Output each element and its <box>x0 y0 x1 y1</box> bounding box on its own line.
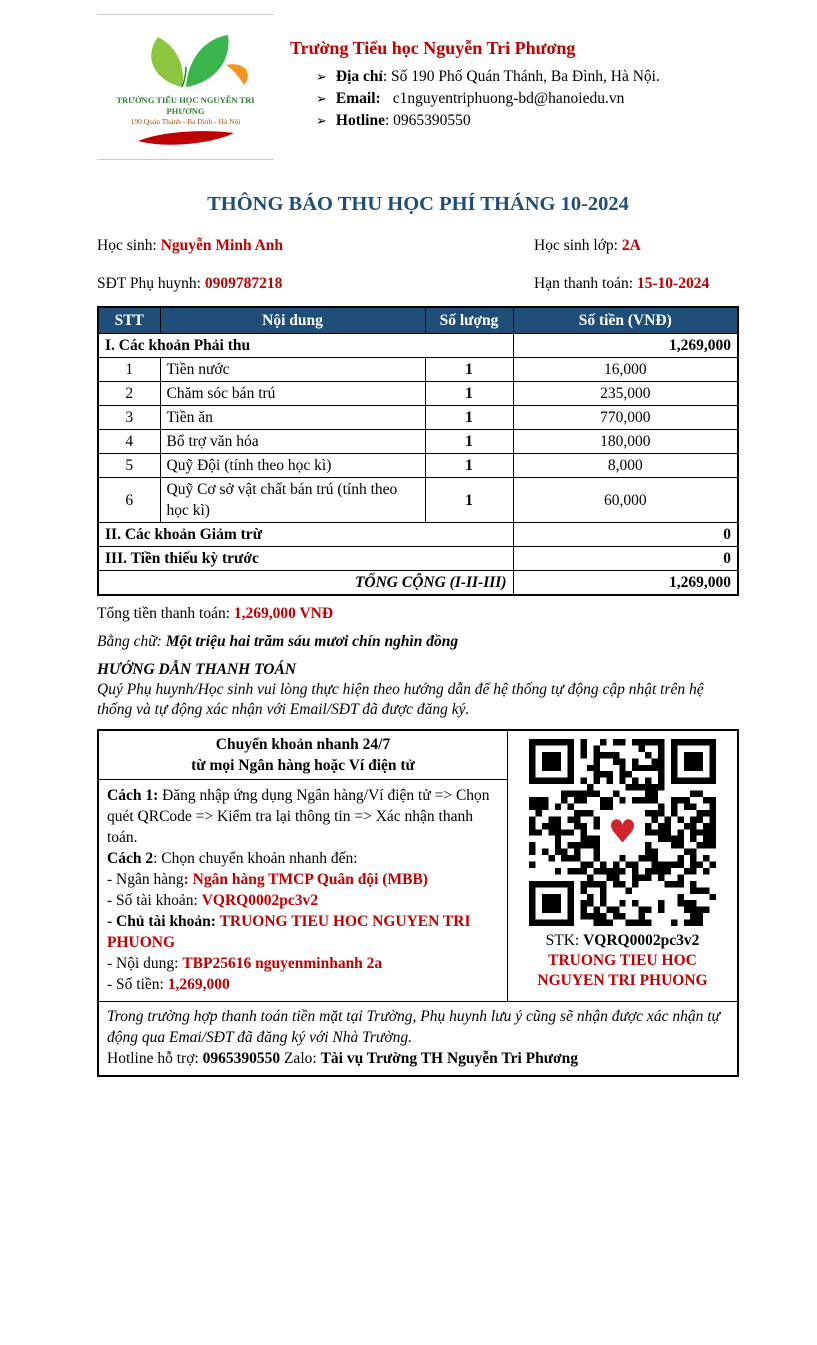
table-row <box>98 478 738 523</box>
qr-code <box>529 739 716 926</box>
address-line <box>290 66 660 88</box>
method1-line <box>107 785 499 848</box>
account-number-label: - Số tài khoản: <box>107 892 202 909</box>
transfer-box-title <box>99 731 507 780</box>
amount-in-words-label: Bằng chữ: <box>97 633 166 650</box>
account-holder-label: - Chủ tài khoản: <box>107 913 220 930</box>
transfer-methods <box>99 780 507 1001</box>
total-payment-line <box>97 603 739 624</box>
total-amount: 1,269,000 <box>513 571 738 596</box>
arrow-bullet-icon: ➢ <box>316 91 327 106</box>
account-holder-line <box>107 911 499 953</box>
student-name-label: Học sinh: <box>97 237 161 254</box>
student-class-line <box>534 235 739 256</box>
qr-holder-line1: TRUONG TIEU HOC <box>548 952 697 969</box>
transfer-amount-value: 1,269,000 <box>167 976 230 993</box>
account-number-value: VQRQ0002pc3v2 <box>201 892 318 909</box>
transfer-content-label: - Nội dung: <box>107 955 183 972</box>
section-deduction-label: II. Các khoản Giảm trừ <box>98 523 513 547</box>
item-qty: 1 <box>425 454 513 478</box>
due-date-line <box>534 273 739 294</box>
transfer-content-value: TBP25616 nguyenminhanh 2a <box>182 955 383 972</box>
cash-note-text: Trong trường hợp thanh toán tiền mặt tại Trường, Phụ huynh lưu ý cũng sẽ nhận được xác nhận tự động qua Emai/SĐT đã đăng ký với Nhà Trường. <box>107 1008 720 1046</box>
table-row <box>98 454 738 478</box>
hotline-label: Hotline <box>335 112 385 129</box>
item-stt: 5 <box>98 454 160 478</box>
item-amount: 235,000 <box>513 382 738 406</box>
arrow-bullet-icon: ➢ <box>316 113 327 128</box>
method1-label: Cách 1: <box>107 787 159 804</box>
item-name: Tiền ăn <box>160 406 425 430</box>
support-hotline-label: Hotline hỗ trợ: <box>107 1050 203 1067</box>
logo-swoosh-icon <box>134 129 238 149</box>
zalo-label: Zalo: <box>280 1050 321 1067</box>
item-amount: 60,000 <box>513 478 738 523</box>
account-holder-value: TRUONG TIEU HOC NGUYEN TRI PHUONG <box>107 913 471 951</box>
parent-phone-value: 0909787218 <box>204 275 283 292</box>
method2-line <box>107 848 499 869</box>
header-noi-dung: Nội dung <box>160 307 425 334</box>
parent-phone-line <box>97 273 502 294</box>
cash-payment-note <box>99 1001 737 1075</box>
item-stt: 6 <box>98 478 160 523</box>
document-header <box>97 14 739 160</box>
stk-value: VQRQ0002pc3v2 <box>583 932 700 949</box>
item-name: Bổ trợ văn hóa <box>160 430 425 454</box>
section-previous-debt-amount: 0 <box>513 547 738 571</box>
item-stt: 4 <box>98 430 160 454</box>
logo-school-name: TRƯỜNG TIỂU HỌC NGUYỄN TRI PHƯƠNG <box>116 95 255 116</box>
school-logo <box>97 14 274 160</box>
transfer-title-line2: từ mọi Ngân hàng hoặc Ví điện tử <box>191 757 415 774</box>
school-contact-block <box>290 14 660 132</box>
qr-holder-line2: NGUYEN TRI PHUONG <box>537 972 708 989</box>
section-row-payable <box>98 334 738 358</box>
account-number-line <box>107 890 499 911</box>
transfer-title-line1: Chuyển khoản nhanh 24/7 <box>215 736 391 753</box>
arrow-bullet-icon: ➢ <box>316 69 327 84</box>
hotline-line <box>290 110 660 132</box>
school-name: Trường Tiểu học Nguyễn Tri Phương <box>290 38 576 58</box>
transfer-content-line <box>107 953 499 974</box>
qr-holder-name <box>512 951 733 991</box>
section-payable-amount: 1,269,000 <box>513 334 738 358</box>
item-qty: 1 <box>425 478 513 523</box>
method2-label: Cách 2 <box>107 850 154 867</box>
header-so-tien: Số tiền (VNĐ) <box>513 307 738 334</box>
item-amount: 180,000 <box>513 430 738 454</box>
item-qty: 1 <box>425 430 513 454</box>
item-name: Chăm sóc bán trú <box>160 382 425 406</box>
bank-line <box>107 869 499 890</box>
fee-table <box>97 306 739 596</box>
section-row-previous-debt <box>98 547 738 571</box>
fee-table-header-row <box>98 307 738 334</box>
table-row <box>98 430 738 454</box>
page-title: THÔNG BÁO THU HỌC PHÍ THÁNG 10-2024 <box>207 193 629 215</box>
item-name: Quỹ Đội (tính theo học kì) <box>160 454 425 478</box>
hotline-value: : 0965390550 <box>385 112 471 129</box>
transfer-amount-label: - Số tiền: <box>107 976 168 993</box>
section-payable-label: I. Các khoản Phải thu <box>98 334 513 358</box>
item-name: Tiền nước <box>160 358 425 382</box>
item-stt: 3 <box>98 406 160 430</box>
stk-line <box>512 930 733 951</box>
item-amount: 16,000 <box>513 358 738 382</box>
item-amount: 770,000 <box>513 406 738 430</box>
transfer-amount-line <box>107 974 499 995</box>
payment-guide-text: Quý Phụ huynh/Học sinh vui lòng thực hiện theo hướng dẫn để hệ thống tự động cập nhật trên hệ thống và tự động xác nhận với Email/SĐT đã được đăng ký. <box>97 681 704 718</box>
parent-phone-label: SĐT Phụ huynh: <box>97 275 205 292</box>
due-date-label: Hạn thanh toán: <box>534 275 637 292</box>
amount-in-words-value: Một triệu hai trăm sáu mươi chín nghìn đồng <box>165 633 459 650</box>
item-qty: 1 <box>425 358 513 382</box>
logo-school-address: 190 Quán Thánh - Ba Đình - Hà Nội <box>130 117 241 126</box>
total-row <box>98 571 738 596</box>
payment-box <box>97 729 739 1077</box>
amount-in-words-line <box>97 631 739 652</box>
item-amount: 8,000 <box>513 454 738 478</box>
method1-text: Đăng nhập ứng dụng Ngân hàng/Ví điện tử => Chọn quét QRCode => Kiểm tra lại thông tin => Xác nhận thanh toán. <box>107 787 490 846</box>
item-stt: 2 <box>98 382 160 406</box>
section-deduction-amount: 0 <box>513 523 738 547</box>
stk-label: STK: <box>545 932 584 949</box>
support-hotline-value: 0965390550 <box>202 1050 281 1067</box>
header-so-luong: Số lượng <box>425 307 513 334</box>
student-name-value: Nguyễn Minh Anh <box>160 237 284 254</box>
total-payment-label: Tổng tiền thanh toán: <box>97 605 234 622</box>
student-class-value: 2A <box>621 237 641 254</box>
email-label: Email: <box>335 90 381 107</box>
due-date-value: 15-10-2024 <box>636 275 710 292</box>
section-previous-debt-label: III. Tiền thiếu kỳ trước <box>98 547 513 571</box>
item-qty: 1 <box>425 406 513 430</box>
total-label: TỔNG CỘNG (I-II-III) <box>98 571 513 596</box>
table-row <box>98 382 738 406</box>
zalo-value: Tài vụ Trường TH Nguyễn Tri Phương <box>320 1050 578 1067</box>
email-line <box>290 88 660 110</box>
total-payment-value: 1,269,000 VNĐ <box>233 605 334 622</box>
item-stt: 1 <box>98 358 160 382</box>
qr-panel <box>508 731 737 1001</box>
student-class-label: Học sinh lớp: <box>534 237 622 254</box>
header-stt: STT <box>98 307 160 334</box>
bank-label: - Ngân hàng <box>107 871 184 888</box>
support-hotline-line <box>107 1048 729 1069</box>
leaves-logo-icon <box>116 27 256 95</box>
qr-heart-icon: ♥ <box>608 812 637 851</box>
email-value: c1nguyentriphuong-bd@hanoiedu.vn <box>392 90 625 107</box>
item-name: Quỹ Cơ sở vật chất bán trú (tính theo học kì) <box>160 478 425 523</box>
table-row <box>98 358 738 382</box>
student-info <box>97 235 739 294</box>
student-name-line <box>97 235 502 256</box>
address-label: Địa chỉ <box>335 68 383 85</box>
table-row <box>98 406 738 430</box>
address-value: : Số 190 Phố Quán Thánh, Ba Đình, Hà Nội. <box>382 68 660 85</box>
bank-value: : Ngân hàng TMCP Quân đội (MBB) <box>183 871 428 888</box>
section-row-deduction <box>98 523 738 547</box>
item-qty: 1 <box>425 382 513 406</box>
payment-guide-title: HƯỚNG DẪN THANH TOÁN <box>97 661 297 678</box>
payment-instructions <box>99 731 508 1001</box>
method2-text: : Chọn chuyển khoản nhanh đến: <box>153 850 358 867</box>
